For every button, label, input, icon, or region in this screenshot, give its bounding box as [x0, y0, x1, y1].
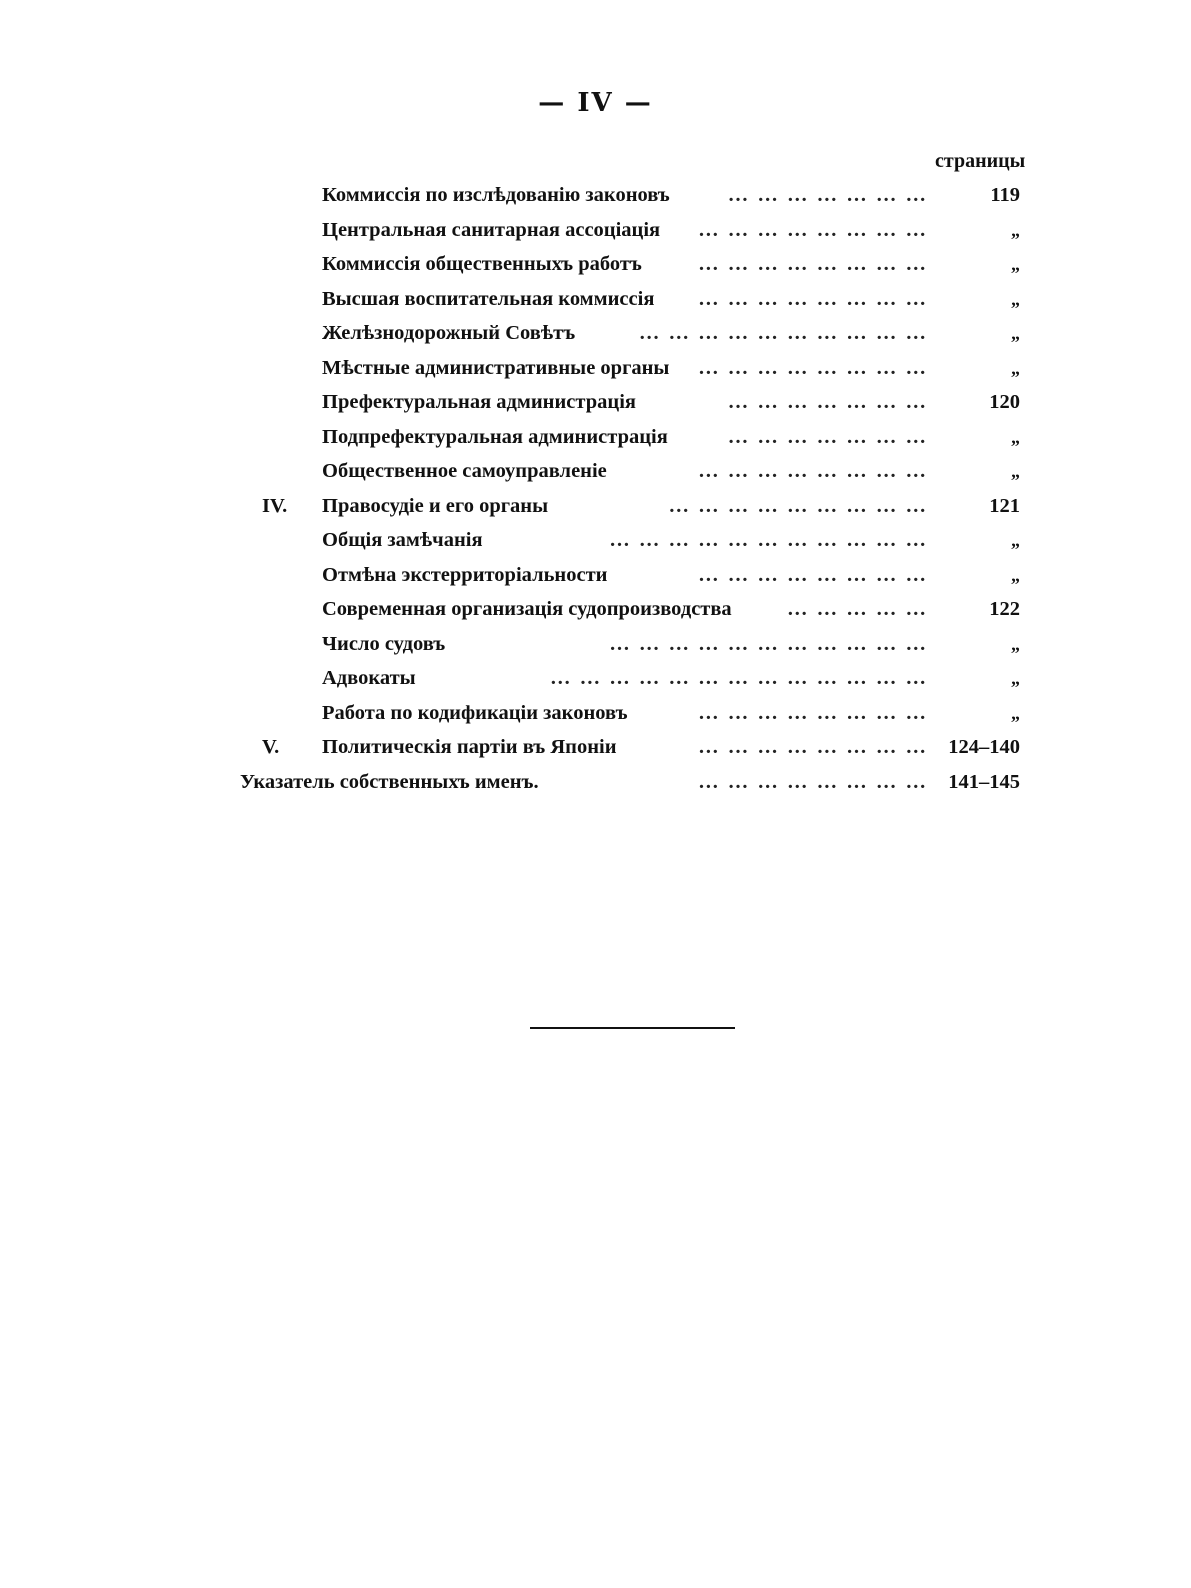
pages-column-label: страницы — [935, 150, 1026, 172]
toc-entry-title: Число судовъ — [322, 632, 446, 655]
toc-entry-page: „ — [1011, 633, 1020, 654]
toc-entry — [240, 523, 1040, 558]
toc-entry-title: Высшая воспитательная коммиссія — [322, 287, 655, 310]
dot-leader: … … … … … … … … — [698, 218, 928, 241]
toc-entry-page: „ — [1011, 530, 1020, 550]
section-numeral: IV. — [262, 494, 288, 517]
toc-entry-page: 124–140 — [948, 736, 1020, 758]
dot-leader: … … … … … … … … … … … — [609, 529, 928, 551]
toc-entry — [240, 558, 1040, 593]
toc-entry — [240, 454, 1040, 489]
toc-entry-title: Современная организація судопроизводства — [322, 598, 732, 620]
dot-leader: … … … … … … … — [727, 425, 928, 448]
dot-leader: … … … … … … … … — [698, 563, 928, 586]
toc-entry — [240, 247, 1040, 282]
toc-entry — [240, 661, 1040, 696]
toc-entry-page: „ — [1011, 702, 1020, 723]
section-numeral: V. — [262, 736, 280, 758]
toc-entry-title: Работа по кодификаціи законовъ — [322, 701, 628, 724]
toc-entry — [240, 627, 1040, 662]
toc-entry-title: Центральная санитарная ассоціація — [322, 218, 661, 241]
dot-leader: … … … … … … … … — [698, 460, 928, 482]
toc-entry-title: Правосудіе и его органы — [322, 494, 549, 517]
toc-entry-page: „ — [1011, 668, 1020, 688]
toc-entry-title: Политическія партіи въ Японіи — [322, 736, 617, 758]
toc-entry — [240, 385, 1040, 420]
dot-leader: … … … … … … … … — [698, 356, 928, 379]
dot-leader: … … … … … … … … — [698, 770, 928, 793]
toc-entry — [240, 730, 1040, 765]
toc-entry-title: Указатель собственныхъ именъ. — [240, 770, 539, 793]
toc-entry-page: 121 — [989, 494, 1020, 517]
toc-entry — [240, 489, 1040, 524]
toc-entry — [240, 420, 1040, 455]
toc-entry — [240, 178, 1040, 213]
toc-entry — [240, 351, 1040, 386]
dot-leader: … … … … … … … … … … … … … — [550, 667, 928, 689]
dot-leader: … … … … … … … … … … — [638, 322, 928, 344]
dot-leader: … … … … … … … — [727, 391, 928, 413]
dot-leader: … … … … … … … — [727, 184, 928, 206]
closing-rule — [530, 1027, 735, 1029]
toc-entry-page: 119 — [990, 184, 1020, 206]
toc-entry — [240, 765, 1040, 800]
toc-entry-page: „ — [1011, 288, 1020, 309]
toc-entry-title: Коммиссія по изслѣдованію законовъ — [322, 184, 670, 206]
toc-entry-page: 122 — [989, 598, 1020, 620]
toc-entry — [240, 696, 1040, 731]
dot-leader: … … … … … … … … — [698, 287, 928, 310]
toc-entry-title: Общія замѣчанія — [322, 529, 483, 551]
toc-entry-title: Адвокаты — [322, 667, 416, 689]
toc-entry — [240, 282, 1040, 317]
toc-entry-title: Общественное самоуправленіе — [322, 460, 607, 482]
toc-entry-title: Желѣзнодорожный Совѣтъ — [322, 322, 576, 344]
toc-entry-page: „ — [1011, 461, 1020, 481]
page-number: — IV — — [538, 88, 653, 118]
toc-entry — [240, 316, 1040, 351]
toc-entry-page: „ — [1011, 357, 1020, 378]
dot-leader: … … … … … … … … — [698, 253, 928, 275]
toc-entry-page: 120 — [989, 391, 1020, 413]
toc-entry-page: „ — [1011, 426, 1020, 447]
toc-entry-title: Префектуральная администрація — [322, 391, 636, 413]
dot-leader: … … … … … … … … … … … — [609, 632, 928, 655]
toc-entry-title: Коммиссія общественныхъ работъ — [322, 253, 642, 275]
dot-leader: … … … … … … … … — [698, 701, 928, 724]
dot-leader: … … … … … — [787, 598, 928, 620]
toc-entry-title: Мѣстные административные органы — [322, 356, 670, 379]
toc-entry-page: „ — [1011, 323, 1020, 343]
toc-entry-title: Отмѣна экстерриторіальности — [322, 563, 608, 586]
toc-entry-page: „ — [1011, 564, 1020, 585]
dot-leader: … … … … … … … … — [698, 736, 928, 758]
toc-entry-title: Подпрефектуральная администрація — [322, 425, 668, 448]
toc-entry — [240, 592, 1040, 627]
toc-entry-page: „ — [1011, 219, 1020, 240]
table-of-contents — [240, 178, 1040, 799]
dot-leader: … … … … … … … … … — [668, 494, 928, 517]
toc-entry-page: „ — [1011, 254, 1020, 274]
toc-entry — [240, 213, 1040, 248]
toc-entry-page: 141–145 — [948, 770, 1020, 793]
